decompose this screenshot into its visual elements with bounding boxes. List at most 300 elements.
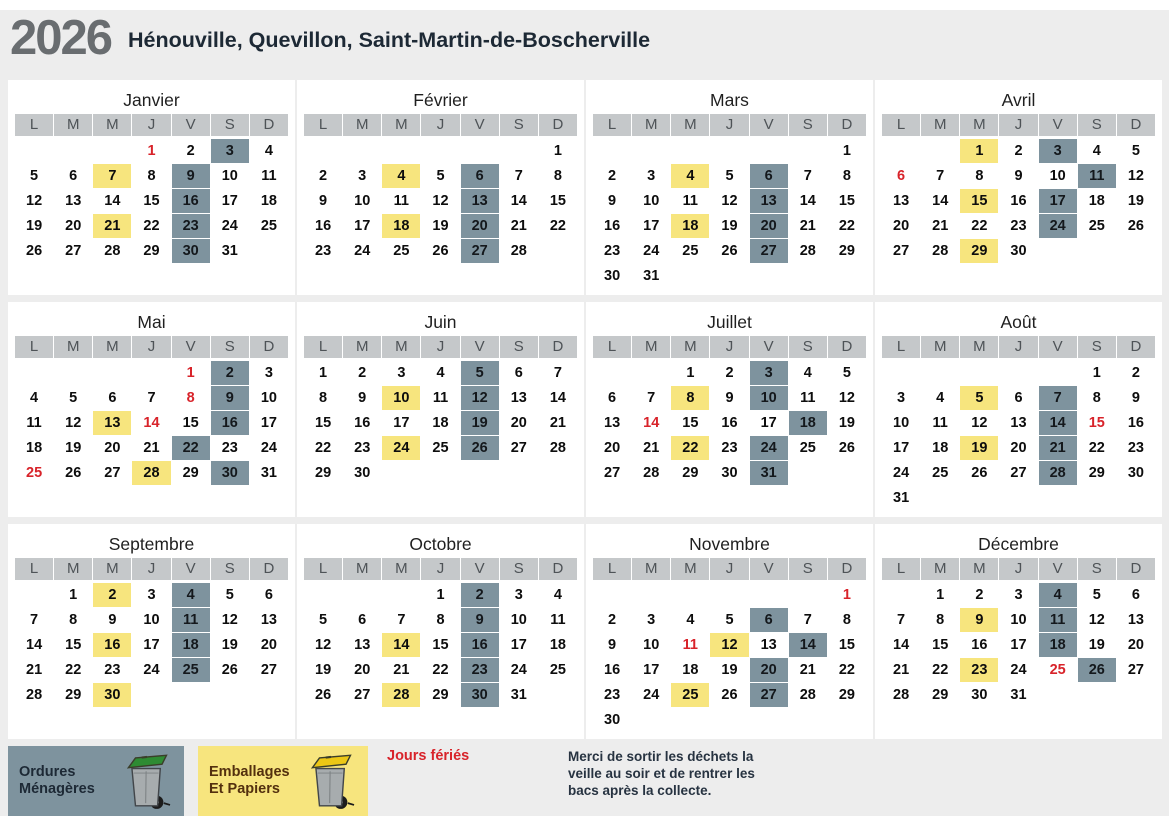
day-cell: 13 [260,612,277,628]
day-cell: 5 [461,361,499,385]
day-cell: 28 [510,243,527,259]
weekday-cell: D [539,336,577,358]
month-title: Juin [424,312,457,332]
day-cell: 3 [397,365,406,381]
weekday-cell: V [750,558,788,580]
weekday-cell: M [382,558,420,580]
day-cell: 17 [1039,189,1077,213]
day-cell: 18 [26,440,43,456]
legend-emballages-label [198,764,302,798]
day-cell: 25 [172,658,210,682]
weekday-header-row [593,336,866,358]
day-cell: 15 [838,193,855,209]
weekday-cell: L [593,336,631,358]
empty-day-cell [1039,361,1077,385]
weekday-cell: M [921,336,959,358]
weekday-cell: M [54,336,92,358]
day-cell: 13 [65,193,82,209]
day-cell: 19 [432,218,449,234]
day-cell: 16 [1127,415,1144,431]
empty-day-cell [382,583,420,607]
day-cell: 6 [108,390,117,406]
day-cell: 26 [221,662,238,678]
day-cell: 29 [315,465,332,481]
day-cell: 29 [65,687,82,703]
day-cell: 28 [1039,461,1077,485]
month-card-février [297,80,584,295]
month-card-août [875,302,1162,517]
day-cell: 10 [893,415,910,431]
day-cell: 19 [960,436,998,460]
day-cell: 24 [260,440,277,456]
day-cell: 14 [510,193,527,209]
weekday-cell: J [999,558,1037,580]
day-cell: 4 [172,583,210,607]
empty-day-cell [593,139,631,163]
day-cell: 30 [93,683,131,707]
day-cell: 24 [1039,214,1077,238]
empty-day-cell [710,139,748,163]
day-cell: 6 [750,164,788,188]
day-cell: 8 [975,168,984,184]
day-cell: 6 [69,168,78,184]
weekday-cell: M [382,114,420,136]
day-cell: 18 [1039,633,1077,657]
weekday-cell: S [1078,114,1116,136]
day-cell: 11 [1039,608,1077,632]
day-cell: 20 [510,415,527,431]
day-cell: 6 [264,587,273,603]
day-cell: 25 [26,465,43,481]
day-cell: 15 [549,193,566,209]
day-cell: 22 [143,218,160,234]
day-cell: 23 [315,243,332,259]
day-cell: 9 [725,390,734,406]
day-cell: 6 [514,365,523,381]
empty-day-cell [593,361,631,385]
day-cell: 28 [799,243,816,259]
day-cell: 2 [461,583,499,607]
day-cell: 18 [671,214,709,238]
day-cell: 23 [1010,218,1027,234]
empty-day-cell [93,139,131,163]
weekday-cell: M [671,558,709,580]
day-cell: 13 [354,637,371,653]
day-cell: 16 [461,633,499,657]
day-cell: 29 [682,465,699,481]
month-title: Juillet [707,312,752,332]
day-cell: 14 [382,633,420,657]
weekday-cell: V [461,114,499,136]
day-cell: 4 [382,164,420,188]
day-cell: 15 [432,637,449,653]
day-cell: 18 [432,415,449,431]
day-cell: 26 [315,687,332,703]
legend-line: Ménagères [19,781,95,797]
waste-bin-green-lid-icon [118,750,176,812]
dates-grid [593,361,866,485]
day-cell: 23 [721,440,738,456]
day-cell: 17 [643,218,660,234]
day-cell: 26 [432,243,449,259]
day-cell: 10 [221,168,238,184]
day-cell: 26 [838,440,855,456]
day-cell: 14 [643,415,660,431]
day-cell: 3 [514,587,523,603]
weekday-header-row [593,114,866,136]
day-cell: 17 [354,218,371,234]
weekday-cell: M [921,558,959,580]
weekday-cell: M [921,114,959,136]
day-cell: 14 [104,193,121,209]
day-cell: 5 [960,386,998,410]
day-cell: 12 [26,193,43,209]
day-cell: 11 [26,415,42,431]
day-cell: 6 [750,608,788,632]
day-cell: 30 [1010,243,1027,259]
day-cell: 31 [750,461,788,485]
empty-day-cell [132,361,170,385]
day-cell: 20 [354,662,371,678]
year-label: 2026 [10,11,112,65]
day-cell: 12 [221,612,238,628]
day-cell: 17 [143,637,160,653]
day-cell: 20 [604,440,621,456]
day-cell: 18 [260,193,277,209]
weekday-cell: L [882,336,920,358]
day-cell: 10 [1049,168,1066,184]
day-cell: 17 [221,193,238,209]
day-cell: 21 [510,218,527,234]
day-cell: 23 [461,658,499,682]
weekday-cell: M [343,558,381,580]
empty-day-cell [632,583,670,607]
day-cell: 15 [1088,415,1105,431]
month-card-novembre [586,524,873,739]
day-cell: 24 [643,687,660,703]
weekday-cell: D [828,558,866,580]
day-cell: 9 [461,608,499,632]
day-cell: 25 [682,243,699,259]
day-cell: 17 [393,415,410,431]
day-cell: 6 [1131,587,1140,603]
day-cell: 19 [461,411,499,435]
empty-day-cell [921,139,959,163]
day-cell: 10 [1010,612,1027,628]
weekday-cell: M [632,114,670,136]
month-title: Janvier [123,90,180,110]
months-grid [8,80,1162,739]
weekday-cell: J [132,336,170,358]
day-cell: 1 [842,143,851,159]
weekday-cell: J [710,336,748,358]
day-cell: 18 [789,411,827,435]
day-cell: 1 [147,143,156,159]
day-cell: 26 [461,436,499,460]
month-card-janvier [8,80,295,295]
day-cell: 22 [432,662,449,678]
day-cell: 7 [803,612,812,628]
dates-grid [304,583,577,707]
day-cell: 20 [461,214,499,238]
day-cell: 27 [104,465,121,481]
day-cell: 21 [893,662,910,678]
month-title: Avril [1001,90,1036,110]
month-title: Août [1000,312,1037,332]
day-cell: 30 [354,465,371,481]
empty-day-cell [710,583,748,607]
weekday-cell: M [960,558,998,580]
empty-day-cell [54,139,92,163]
day-cell: 25 [432,440,449,456]
day-cell: 5 [725,612,734,628]
day-cell: 25 [549,662,566,678]
dates-grid [304,361,577,485]
weekday-cell: M [960,336,998,358]
day-cell: 2 [608,612,617,628]
day-cell: 1 [686,365,695,381]
day-cell: 11 [261,168,277,184]
empty-day-cell [304,139,342,163]
day-cell: 19 [221,637,238,653]
day-cell: 31 [1010,687,1027,703]
empty-day-cell [15,583,53,607]
day-cell: 24 [143,662,160,678]
weekday-cell: S [500,114,538,136]
empty-day-cell [882,361,920,385]
day-cell: 9 [172,164,210,188]
day-cell: 12 [432,193,449,209]
day-cell: 1 [436,587,445,603]
day-cell: 30 [1127,465,1144,481]
weekday-header-row [593,558,866,580]
day-cell: 13 [1010,415,1027,431]
day-cell: 14 [549,390,566,406]
day-cell: 24 [643,243,660,259]
day-cell: 20 [104,440,121,456]
day-cell: 24 [893,465,910,481]
day-cell: 13 [93,411,131,435]
day-cell: 6 [461,164,499,188]
day-cell: 11 [550,612,566,628]
day-cell: 30 [211,461,249,485]
day-cell: 3 [358,168,367,184]
day-cell: 7 [897,612,906,628]
month-card-mars [586,80,873,295]
day-cell: 31 [510,687,527,703]
day-cell: 28 [893,687,910,703]
weekday-cell: D [250,114,288,136]
day-cell: 21 [799,662,816,678]
weekday-cell: D [1117,336,1155,358]
day-cell: 25 [1049,662,1066,678]
day-cell: 24 [221,218,238,234]
dates-grid [304,139,577,263]
day-cell: 11 [800,390,816,406]
legend-ordures-menageres [8,746,184,816]
day-cell: 9 [960,608,998,632]
weekday-cell: M [671,336,709,358]
day-cell: 27 [1010,465,1027,481]
empty-day-cell [632,139,670,163]
day-cell: 1 [186,365,195,381]
empty-day-cell [500,139,538,163]
weekday-cell: D [250,558,288,580]
weekday-header-row [15,558,288,580]
weekday-cell: L [882,114,920,136]
empty-day-cell [999,361,1037,385]
weekday-cell: S [789,336,827,358]
day-cell: 7 [30,612,39,628]
legend-emballages-papiers [198,746,368,816]
day-cell: 13 [893,193,910,209]
empty-day-cell [789,583,827,607]
day-cell: 13 [760,637,777,653]
day-cell: 26 [65,465,82,481]
day-cell: 24 [750,436,788,460]
day-cell: 31 [893,490,910,506]
day-cell: 8 [186,390,195,406]
dates-grid [593,139,866,288]
weekday-cell: J [421,114,459,136]
day-cell: 21 [932,218,949,234]
weekday-cell: L [304,558,342,580]
empty-day-cell [54,361,92,385]
weekday-cell: M [54,558,92,580]
day-cell: 5 [725,168,734,184]
day-cell: 28 [549,440,566,456]
day-cell: 13 [604,415,621,431]
empty-day-cell [960,361,998,385]
day-cell: 13 [510,390,527,406]
day-cell: 21 [549,415,566,431]
day-cell: 2 [211,361,249,385]
day-cell: 2 [608,168,617,184]
weekday-header-row [304,558,577,580]
weekday-cell: M [343,114,381,136]
day-cell: 10 [643,193,660,209]
day-cell: 19 [315,662,332,678]
day-cell: 22 [971,218,988,234]
dates-grid [882,139,1155,263]
day-cell: 2 [1131,365,1140,381]
day-cell: 24 [382,436,420,460]
weekday-cell: M [960,114,998,136]
day-cell: 3 [647,612,656,628]
day-cell: 16 [315,218,332,234]
day-cell: 23 [221,440,238,456]
day-cell: 7 [553,365,562,381]
day-cell: 9 [211,386,249,410]
day-cell: 22 [671,436,709,460]
day-cell: 28 [799,687,816,703]
weekday-header-row [882,336,1155,358]
day-cell: 14 [143,415,160,431]
day-cell: 20 [750,658,788,682]
page-bottom-margin [0,816,1169,826]
legend-line: bacs après la collecte. [568,783,712,798]
weekday-cell: S [211,558,249,580]
month-card-octobre [297,524,584,739]
day-cell: 2 [1014,143,1023,159]
dates-grid [882,361,1155,510]
weekday-cell: M [671,114,709,136]
month-card-septembre [8,524,295,739]
day-cell: 21 [393,662,410,678]
day-cell: 10 [143,612,160,628]
day-cell: 29 [838,687,855,703]
legend-holidays-label: Jours fériés [387,748,470,764]
day-cell: 30 [721,465,738,481]
day-cell: 17 [510,637,527,653]
day-cell: 29 [143,243,160,259]
day-cell: 29 [838,243,855,259]
day-cell: 30 [971,687,988,703]
month-card-mai [8,302,295,517]
weekday-cell: L [15,558,53,580]
weekday-cell: S [1078,336,1116,358]
day-cell: 28 [382,683,420,707]
day-cell: 22 [932,662,949,678]
day-cell: 18 [172,633,210,657]
day-cell: 27 [65,243,82,259]
day-cell: 22 [172,436,210,460]
empty-day-cell [632,361,670,385]
day-cell: 11 [432,390,449,406]
weekday-cell: J [132,114,170,136]
day-cell: 18 [682,662,699,678]
day-cell: 15 [182,415,199,431]
page-header [10,8,650,72]
weekday-cell: J [421,558,459,580]
day-cell: 4 [1039,583,1077,607]
day-cell: 3 [211,139,249,163]
day-cell: 5 [436,168,445,184]
day-cell: 4 [671,164,709,188]
day-cell: 14 [799,193,816,209]
day-cell: 23 [172,214,210,238]
day-cell: 29 [182,465,199,481]
empty-day-cell [789,139,827,163]
collection-note [568,748,798,799]
day-cell: 7 [936,168,945,184]
weekday-header-row [304,114,577,136]
day-cell: 2 [975,587,984,603]
weekday-cell: M [54,114,92,136]
weekday-cell: S [789,114,827,136]
day-cell: 23 [1127,440,1144,456]
day-cell: 29 [432,687,449,703]
day-cell: 16 [354,415,371,431]
weekday-cell: L [304,114,342,136]
day-cell: 14 [26,637,43,653]
day-cell: 9 [358,390,367,406]
weekday-cell: S [1078,558,1116,580]
day-cell: 28 [643,465,660,481]
day-cell: 15 [932,637,949,653]
weekday-cell: D [828,336,866,358]
day-cell: 1 [1092,365,1101,381]
day-cell: 16 [971,637,988,653]
month-title: Novembre [689,534,770,554]
weekday-cell: S [789,558,827,580]
day-cell: 7 [803,168,812,184]
day-cell: 19 [721,218,738,234]
month-title: Février [413,90,468,110]
day-cell: 11 [393,193,410,209]
weekday-cell: V [750,114,788,136]
weekday-cell: L [593,558,631,580]
